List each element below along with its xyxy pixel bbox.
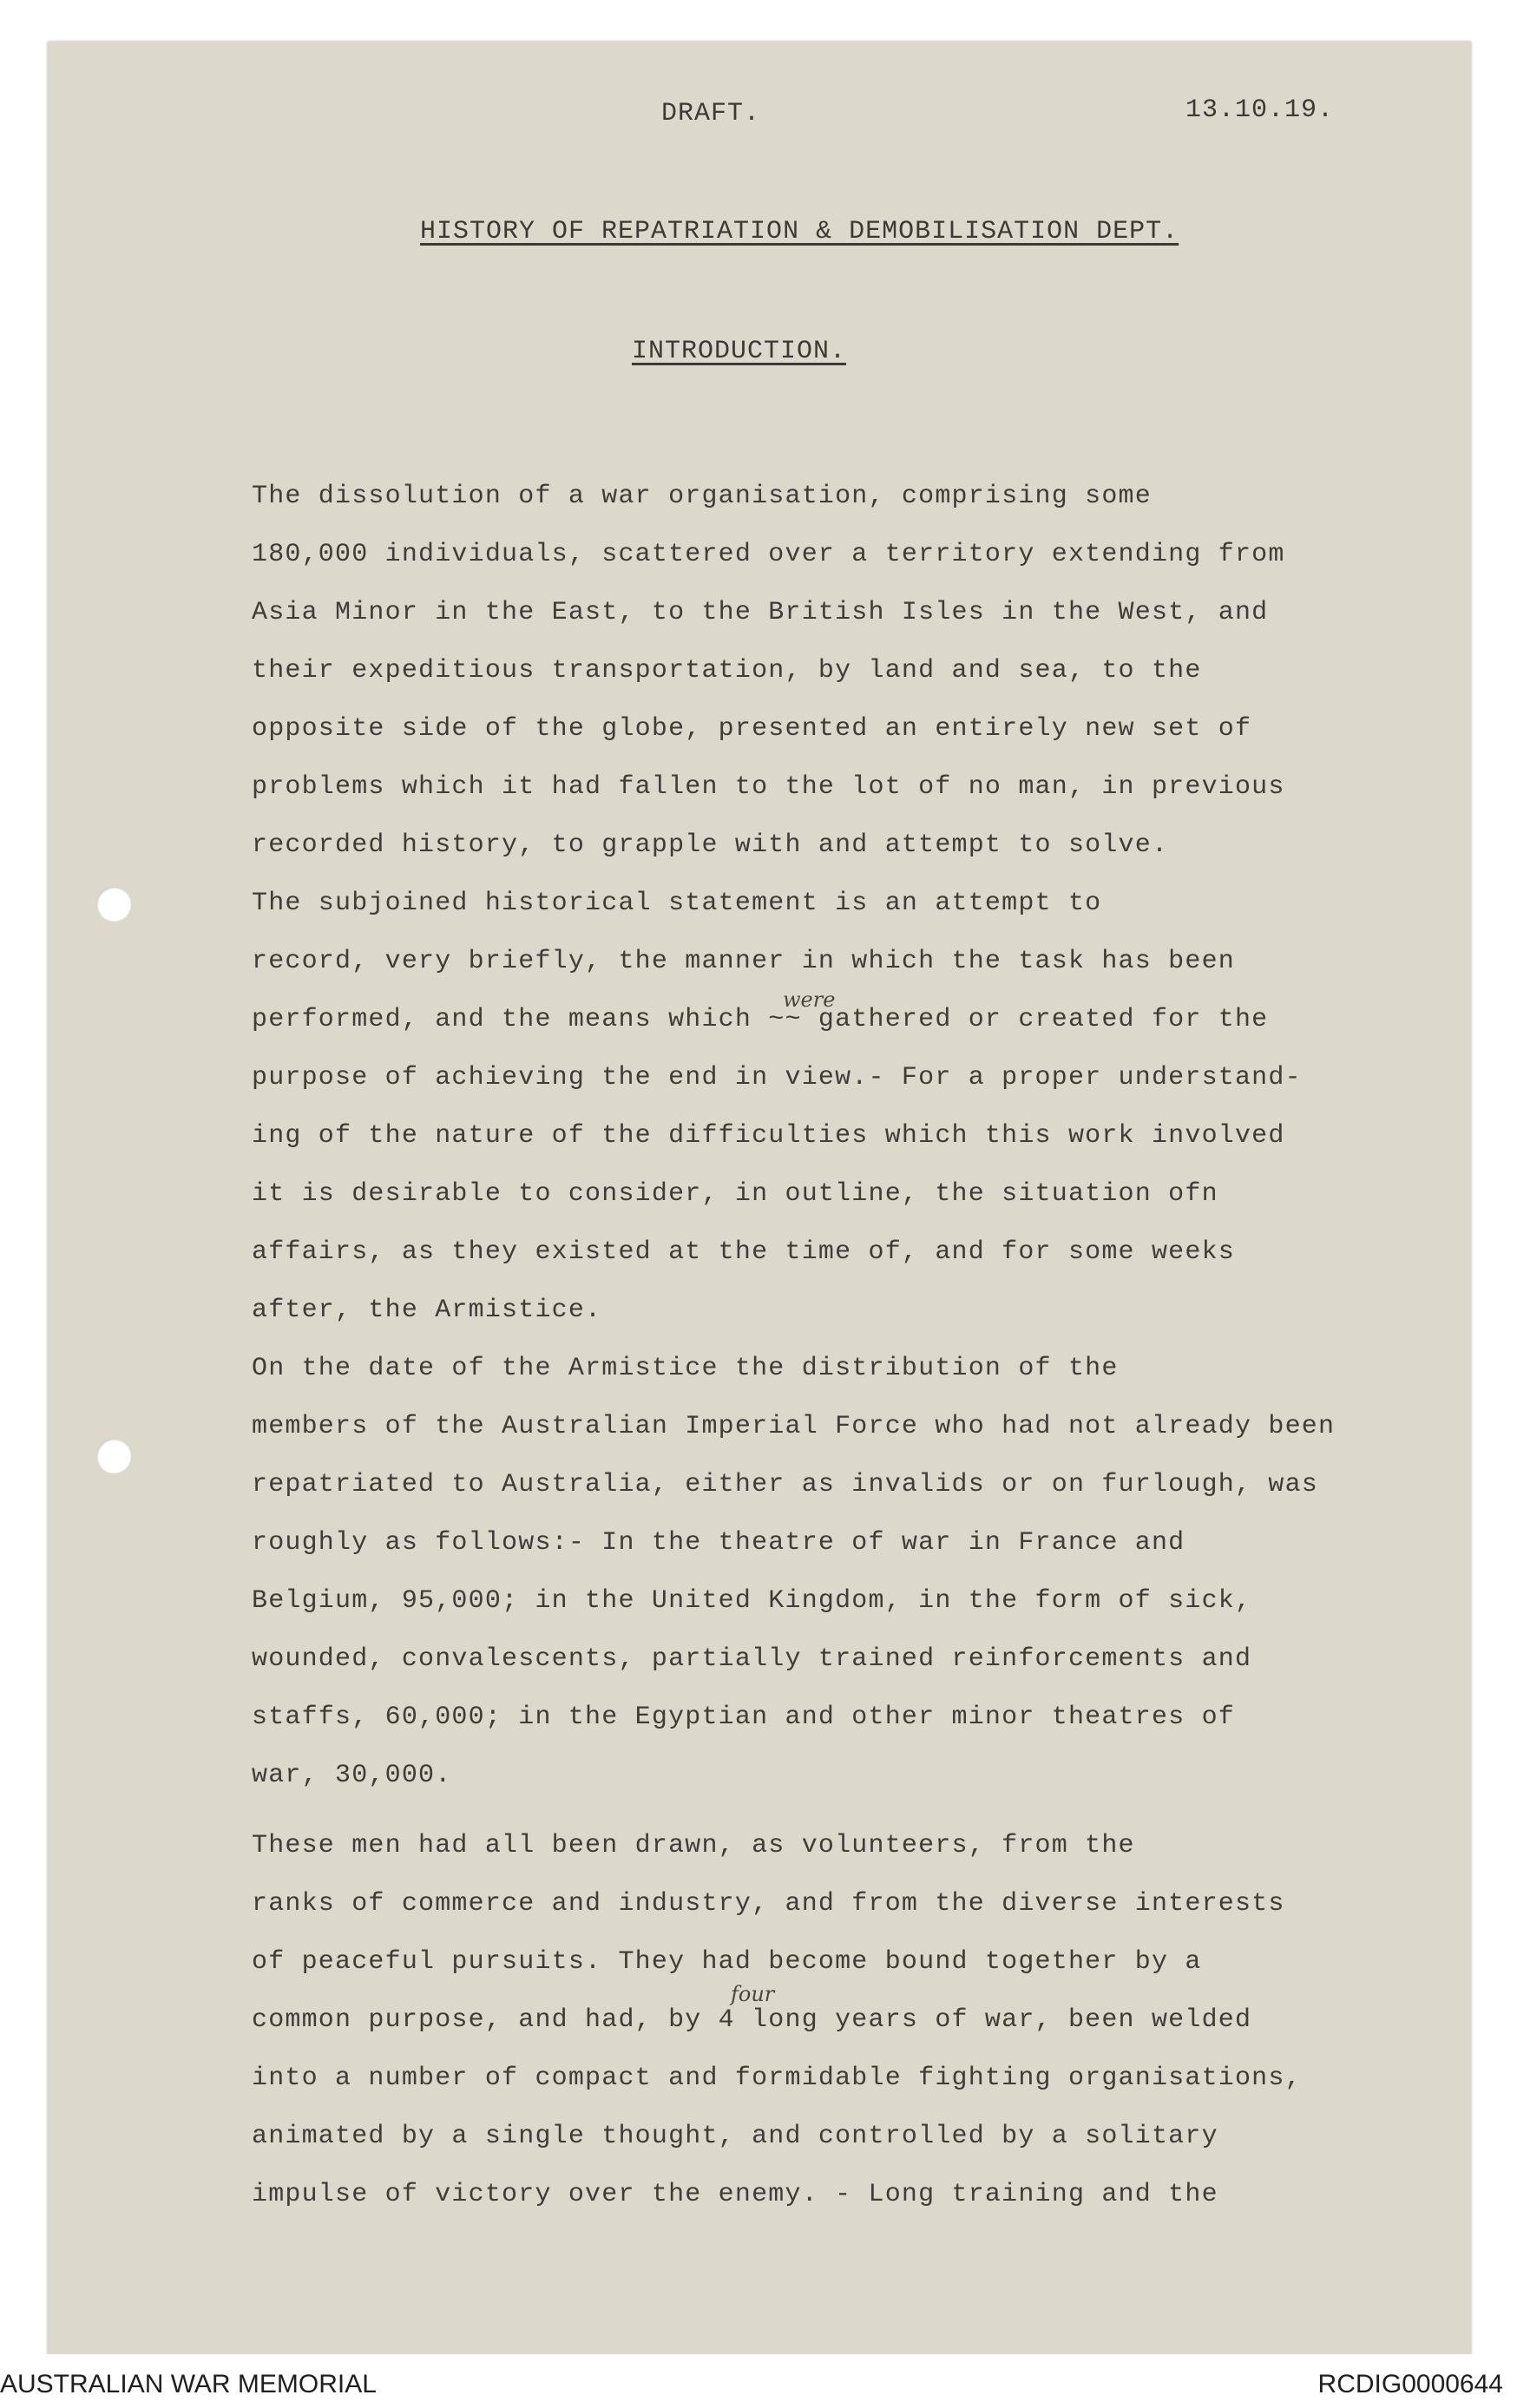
footer-bar [0,2354,1517,2408]
section-heading: INTRODUCTION. [632,337,847,366]
draft-label: DRAFT. [661,99,761,128]
text-line: Asia Minor in the East, to the British Isles in the West, and [252,598,1269,627]
text-line: their expeditious transportation, by land and sea, to the [252,656,1202,686]
document-title: HISTORY OF REPATRIATION & DEMOBILISATION DEPT. [420,217,1179,246]
text-line: into a number of compact and formidable fighting organisations, [252,2064,1302,2093]
text-line: These men had all been drawn, as volunteers, from the [252,1831,1135,1860]
footer-record-id: RCDIG0000644 [1317,2370,1503,2398]
handwritten-were: were [783,987,836,1012]
footer-institution: AUSTRALIAN WAR MEMORIAL [0,2370,377,2398]
text-line: ranks of commerce and industry, and from the diverse interests [252,1889,1285,1919]
text-line: purpose of achieving the end in view.- For a proper understand- [252,1063,1302,1092]
text-line: after, the Armistice. [252,1296,602,1325]
text-line: war, 30,000. [252,1761,452,1790]
document-date: 13.10.19. [1185,95,1335,125]
text-line: problems which it had fallen to the lot of no man, in previous [252,772,1285,802]
text-line: ing of the nature of the difficulties which this work involved [252,1121,1285,1151]
text-line: roughly as follows:- In the theatre of war in France and [252,1528,1185,1558]
text-line: common purpose, and had, by 4 long years of war, been welded [252,2005,1252,2035]
text-line: performed, and the means which ~~ gathered or created for the [252,1005,1269,1034]
handwritten-four: four [731,1982,775,2006]
punch-hole-upper [96,887,131,922]
text-line: members of the Australian Imperial Force who had not already been [252,1412,1336,1441]
text-line: staffs, 60,000; in the Egyptian and other minor theatres of [252,1703,1235,1732]
text-line: animated by a single thought, and controlled by a solitary [252,2122,1218,2151]
text-line: On the date of the Armistice the distribution of the [252,1354,1119,1383]
text-line: 180,000 individuals, scattered over a territory extending from [252,540,1285,569]
text-line: The subjoined historical statement is an attempt to [252,889,1102,918]
text-line: impulse of victory over the enemy. - Long training and the [252,2180,1218,2209]
text-line: wounded, convalescents, partially trained reinforcements and [252,1644,1252,1674]
punch-hole-lower [96,1439,131,1473]
text-line: recorded history, to grapple with and attempt to solve. [252,830,1169,860]
text-line: it is desirable to consider, in outline, the situation ofn [252,1179,1218,1209]
text-line: record, very briefly, the manner in which the task has been [252,947,1235,976]
text-line: opposite side of the globe, presented an entirely new set of [252,714,1252,744]
text-line: The dissolution of a war organisation, comprising some [252,482,1152,511]
text-line: affairs, as they existed at the time of, and for some weeks [252,1237,1235,1267]
text-line: of peaceful pursuits. They had become bound together by a [252,1947,1202,1977]
text-line: Belgium, 95,000; in the United Kingdom, in the form of sick, [252,1586,1252,1616]
text-line: repatriated to Australia, either as invalids or on furlough, was [252,1470,1318,1499]
